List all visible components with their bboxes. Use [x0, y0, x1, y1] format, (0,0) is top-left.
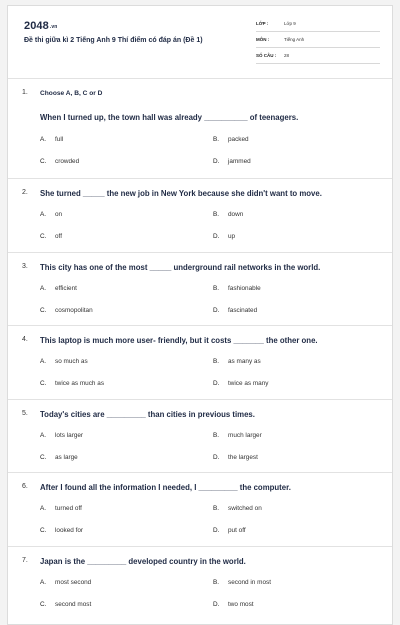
- option-letter: A.: [40, 431, 47, 439]
- option-letter: A.: [40, 211, 47, 218]
- option-text: twice as much as: [55, 380, 105, 387]
- option-a[interactable]: [40, 432, 83, 439]
- meta-value: 28: [284, 53, 290, 58]
- meta-value: Lớp 9: [284, 21, 296, 26]
- option-b[interactable]: [213, 358, 261, 365]
- question-number: 4.: [22, 336, 28, 343]
- question-text: After I found all the information I needed, I _________ the computer.: [40, 483, 291, 492]
- option-text: up: [228, 233, 236, 240]
- question-7: [8, 546, 392, 620]
- question-text: She turned _____ the new job in New York because she didn't want to move.: [40, 189, 322, 198]
- option-letter: B.: [213, 431, 220, 439]
- option-letter: B.: [213, 284, 220, 292]
- option-letter: D.: [213, 600, 220, 608]
- option-letter: D.: [213, 453, 220, 461]
- option-a[interactable]: [40, 358, 88, 365]
- option-text: packed: [228, 136, 249, 143]
- option-text: second most: [55, 600, 92, 608]
- option-letter: A.: [40, 284, 47, 292]
- option-text: cosmopolitan: [55, 306, 93, 314]
- exam-header: [8, 6, 392, 68]
- option-letter: C.: [40, 527, 47, 534]
- option-text: down: [228, 211, 244, 218]
- option-text: lots larger: [55, 431, 84, 439]
- option-letter: D.: [213, 233, 220, 240]
- option-letter: C.: [40, 306, 47, 314]
- instruction: Choose A, B, C or D: [40, 90, 103, 97]
- question-number: 5.: [22, 409, 28, 417]
- question-number: 3.: [22, 262, 28, 270]
- question-text: Japan is the _________ developed country in the world.: [40, 556, 246, 566]
- option-letter: A.: [40, 136, 47, 143]
- option-letter: C.: [40, 453, 47, 461]
- option-letter: D.: [213, 306, 220, 314]
- logo-text: 2048: [24, 20, 49, 32]
- meta-class: [256, 16, 380, 32]
- option-letter: C.: [40, 158, 47, 165]
- question-number: 6.: [22, 483, 28, 490]
- option-text: two most: [228, 600, 254, 608]
- option-letter: D.: [213, 527, 220, 534]
- option-letter: B.: [213, 358, 220, 365]
- question-3: [8, 252, 392, 326]
- option-letter: A.: [40, 358, 47, 365]
- meta-value: Tiếng Anh: [284, 37, 305, 42]
- option-text: so much as: [55, 358, 88, 365]
- question-number: 1.: [22, 89, 28, 96]
- exam-meta: [256, 16, 380, 64]
- option-letter: C.: [40, 233, 47, 240]
- question-1: [8, 78, 392, 178]
- meta-subject: [256, 32, 380, 48]
- option-c[interactable]: [40, 527, 83, 534]
- option-letter: A.: [40, 505, 47, 512]
- option-letter: B.: [213, 505, 220, 512]
- option-text: much larger: [228, 431, 262, 439]
- option-letter: A.: [40, 578, 47, 586]
- option-a[interactable]: [40, 211, 62, 218]
- option-c[interactable]: [40, 233, 62, 240]
- question-number: 2.: [22, 189, 28, 196]
- option-letter: D.: [213, 380, 220, 387]
- option-a[interactable]: [40, 285, 77, 292]
- question-4: [8, 325, 392, 399]
- option-text: efficient: [55, 284, 77, 292]
- option-b[interactable]: [213, 505, 262, 512]
- option-letter: D.: [213, 158, 220, 165]
- question-number: 7.: [22, 556, 28, 564]
- option-a[interactable]: [40, 136, 63, 143]
- option-text: off: [55, 233, 62, 240]
- option-d[interactable]: [213, 233, 235, 240]
- option-b[interactable]: [213, 285, 261, 292]
- question-text: This city has one of the most _____ underground rail networks in the world.: [40, 262, 321, 272]
- option-letter: B.: [213, 136, 220, 143]
- option-text: fascinated: [228, 306, 258, 314]
- option-a[interactable]: [40, 505, 82, 512]
- question-text: This laptop is much more user- friendly, but it costs _______ the other one.: [40, 336, 318, 345]
- option-text: as many as: [228, 358, 261, 365]
- meta-question-count: [256, 48, 380, 64]
- option-text: twice as many: [228, 380, 269, 387]
- exam-title: Đề thi giữa kì 2 Tiếng Anh 9 Thí điểm có đáp án (Đề 1): [24, 37, 203, 44]
- option-text: turned off: [55, 505, 82, 512]
- option-text: on: [55, 211, 63, 218]
- question-2: [8, 178, 392, 252]
- option-letter: B.: [213, 578, 220, 586]
- option-c[interactable]: [40, 307, 93, 314]
- exam-page: [7, 5, 393, 625]
- meta-key: LỚP :: [256, 21, 269, 26]
- option-a[interactable]: [40, 579, 91, 586]
- meta-key: SỐ CÂU :: [256, 53, 277, 58]
- option-text: crowded: [55, 158, 80, 165]
- option-text: looked for: [55, 527, 84, 534]
- option-text: most second: [55, 578, 92, 586]
- meta-key: MÔN :: [256, 37, 270, 42]
- logo-tld: .vn: [49, 24, 58, 30]
- option-d[interactable]: [213, 454, 258, 461]
- option-text: put off: [228, 527, 246, 534]
- option-c[interactable]: [40, 380, 104, 387]
- option-letter: C.: [40, 600, 47, 608]
- option-b[interactable]: [213, 211, 243, 218]
- option-text: second in most: [228, 578, 271, 586]
- option-d[interactable]: [213, 527, 246, 534]
- option-b[interactable]: [213, 432, 262, 439]
- question-text: Today's cities are _________ than cities in previous times.: [40, 409, 255, 419]
- option-text: switched on: [228, 505, 262, 512]
- option-b[interactable]: [213, 579, 271, 586]
- option-d[interactable]: [213, 380, 269, 387]
- option-c[interactable]: [40, 454, 78, 461]
- option-text: jammed: [228, 158, 251, 165]
- option-letter: C.: [40, 380, 47, 387]
- option-c[interactable]: [40, 601, 91, 608]
- question-5: [8, 399, 392, 473]
- question-list: [8, 78, 392, 619]
- question-text: When I turned up, the town hall was already __________ of teenagers.: [40, 113, 299, 122]
- option-letter: B.: [213, 211, 220, 218]
- option-text: the largest: [228, 453, 258, 461]
- option-c[interactable]: [40, 158, 79, 165]
- option-text: fashionable: [228, 284, 261, 292]
- option-text: as large: [55, 453, 78, 461]
- option-b[interactable]: [213, 136, 249, 143]
- option-d[interactable]: [213, 158, 251, 165]
- site-logo[interactable]: [24, 20, 57, 32]
- option-d[interactable]: [213, 601, 254, 608]
- option-d[interactable]: [213, 307, 257, 314]
- question-6: [8, 472, 392, 546]
- option-text: full: [55, 136, 64, 143]
